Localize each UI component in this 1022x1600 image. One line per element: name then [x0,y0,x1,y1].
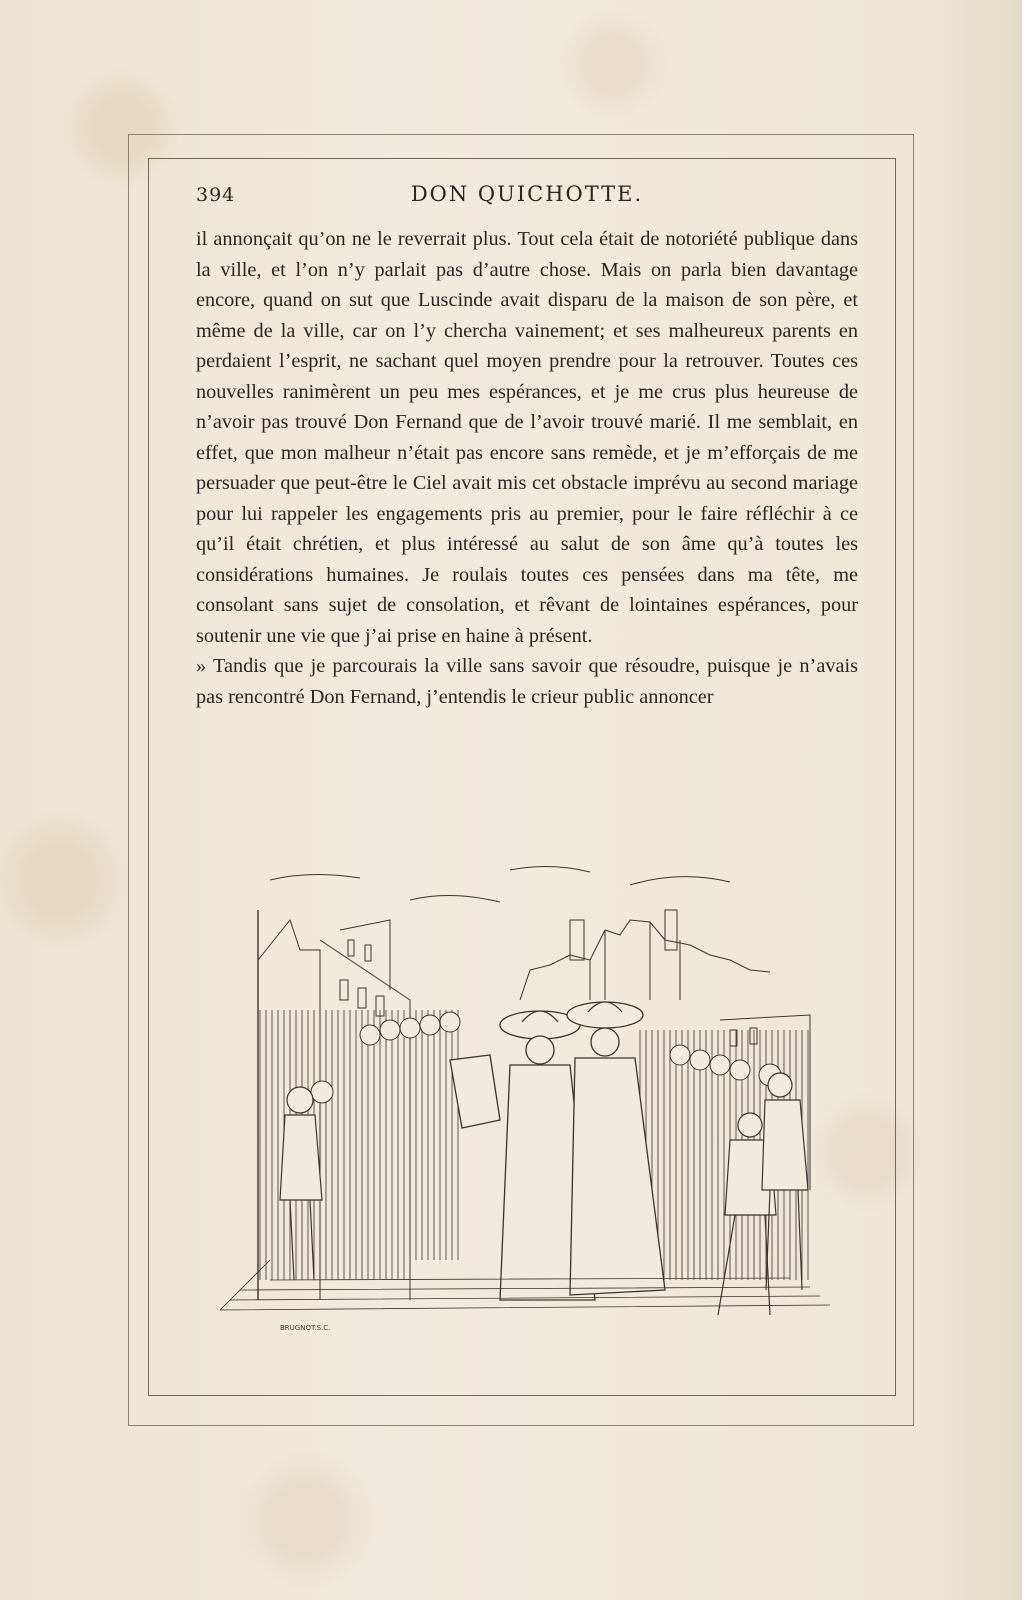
engraving-illustration [210,860,840,1360]
paragraph: » Tandis que je parcourais la ville sans savoir que résoudre, puisque je n’avais pas rencontré Don Fernand, j’entendis le crieur public annoncer [196,655,858,708]
running-title: DON QUICHOTTE. [410,182,644,206]
paragraph: il annonçait qu’on ne le reverrait plus. Tout cela était de notoriété publique dans la ville, et l’on n’y parlait pas d’autre chose. Mais on parla bien davantage encore, quand on sut que Luscinde avait disparu de la maison de son père, et même de la ville, car on l’y chercha vainement; et ses malheureux parents en perdaient l’esprit, ne sachant quel moyen prendre pour la retrouver. Toutes ces nouvelles ranimèrent un peu mes espérances, et je me crus plus heureuse de n’avoir pas trouvé Don Fernand que de l’avoir trouvé marié. Il me semblait, en effet, que mon malheur n’était pas encore sans remède, et je m’efforçais de me persuader que peut-être le Ciel avait mis cet obstacle imprévu au second mariage pour lui rappeler les engagements pris au premier, pour le faire réfléchir à ce qu’il était chrétien, et plus intéressé au salut de son âme qu’à toutes les considérations humaines. Je roulais toutes ces pensées dans ma tête, me consolant sans sujet de consolation, et rêvant de lointaines espérances, pour soutenir une vie que j’ai prise en haine à présent. [196,228,858,647]
street-crier-engraving [210,860,840,1360]
page-header [196,178,858,212]
engraver-signature: BRUGNOT.S.C. [280,1324,331,1332]
body-text [196,224,858,712]
page-number: 394 [196,184,236,206]
